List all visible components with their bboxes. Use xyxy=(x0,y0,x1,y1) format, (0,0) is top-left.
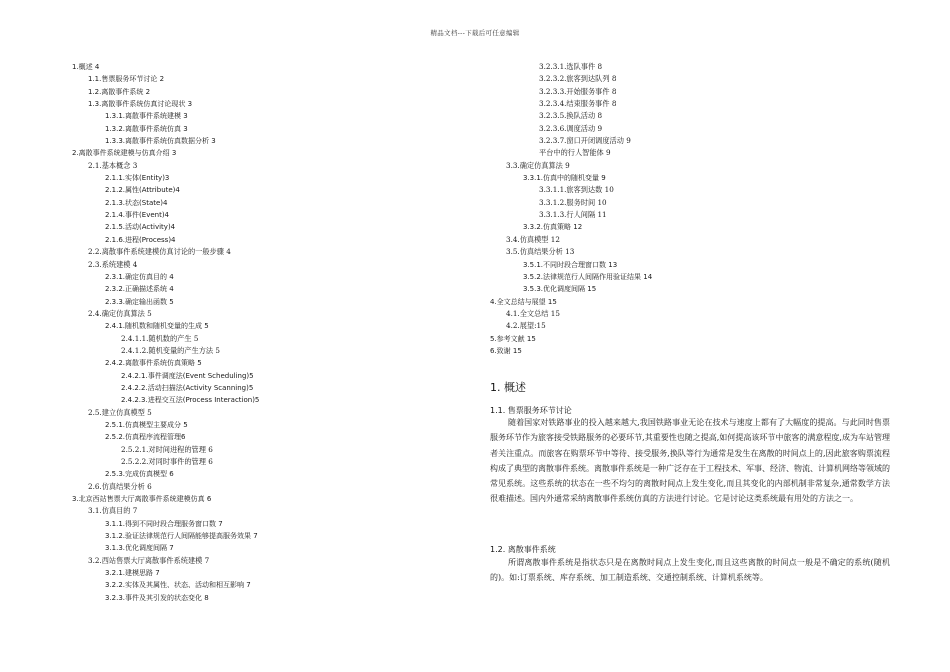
toc-entry[interactable]: 3.2.3.4.结束服务事件 8 xyxy=(539,99,617,109)
toc-entry[interactable]: 2.3.2.正确描述系统 4 xyxy=(105,285,174,294)
toc-entry[interactable]: 3.3.1.3.行人间隔 11 xyxy=(539,210,607,220)
toc-entry[interactable]: 2.1.4.事件(Event)4 xyxy=(105,211,170,220)
toc-entry[interactable]: 2.1.3.状态(State)4 xyxy=(105,198,168,207)
toc-entry[interactable]: 3.1.3.优化调度间隔 7 xyxy=(105,544,174,553)
toc-entry[interactable]: 3.1.2.验证法律规范行人间隔能够提高服务效果 7 xyxy=(105,532,258,541)
toc-entry[interactable]: 2.5.1.仿真模型主要成分 5 xyxy=(105,420,188,429)
toc-entry[interactable]: 2.4.2.2.活动扫描法(Activity Scanning)5 xyxy=(121,383,254,392)
toc-entry[interactable]: 3.3.1.2.服务时间 10 xyxy=(539,197,607,207)
toc-entry[interactable]: 2.1.5.活动(Activity)4 xyxy=(105,223,176,232)
toc-entry[interactable]: 3.5.2.法律规范行人间隔作用验证结果 14 xyxy=(523,272,653,281)
toc-entry[interactable]: 2.4.1.随机数和随机变量的生成 5 xyxy=(105,322,209,331)
toc-entry[interactable]: 2.3.3.确定输出函数 5 xyxy=(105,297,174,306)
toc-entry[interactable]: 1.1.售票服务环节讨论 2 xyxy=(88,75,165,84)
toc-entry[interactable]: 3.5.仿真结果分析 13 xyxy=(506,247,575,257)
toc-entry[interactable]: 3.2.2.实体及其属性、状态、活动和相互影响 7 xyxy=(105,581,251,590)
toc-entry[interactable]: 3.3.2.仿真策略 12 xyxy=(523,223,583,232)
toc-entry[interactable]: 3.4.仿真模型 12 xyxy=(506,234,560,244)
toc-entry[interactable]: 2.1.基本概念 3 xyxy=(88,160,138,170)
toc-entry[interactable]: 3.2.3.事件及其引发的状态变化 8 xyxy=(105,593,209,602)
toc-entry[interactable]: 2.2.离散事件系统建模仿真讨论的一般步骤 4 xyxy=(88,247,231,257)
toc-entry[interactable]: 3.2.3.6.调度活动 9 xyxy=(539,123,603,133)
toc-entry[interactable]: 3.5.3.优化调度间隔 15 xyxy=(523,285,597,294)
toc-entry[interactable]: 3.3.1.1.旅客到达数 10 xyxy=(539,185,614,195)
toc-entry[interactable]: 2.1.1.实体(Entity)3 xyxy=(105,174,170,183)
toc-entry[interactable]: 2.3.系统建模 4 xyxy=(88,259,138,269)
table-of-contents-right xyxy=(490,61,890,357)
toc-entry[interactable]: 1.3.离散事件系统仿真讨论现状 3 xyxy=(88,100,193,109)
toc-entry[interactable]: 3.2.3.2.旅客到达队列 8 xyxy=(539,74,617,84)
toc-entry[interactable]: 2.5.2.1.对时间进程的管理 6 xyxy=(121,444,213,454)
toc-entry[interactable]: 2.4.2.3.进程交互法(Process Interaction)5 xyxy=(121,396,260,405)
toc-entry[interactable]: 1.3.2.离散事件系统仿真 3 xyxy=(105,124,188,133)
toc-entry[interactable]: 2.4.2.1.事件调度法(Event Scheduling)5 xyxy=(121,371,254,380)
toc-entry[interactable]: 2.4.2.离散事件系统仿真策略 5 xyxy=(105,359,202,368)
toc-entry[interactable]: 4.全文总结与展望 15 xyxy=(490,297,557,306)
toc-entry[interactable]: 2.4.确定仿真算法 5 xyxy=(88,308,152,318)
toc-entry[interactable]: 2.5.建立仿真模型 5 xyxy=(88,407,152,417)
toc-entry[interactable]: 1.概述 4 xyxy=(72,63,100,71)
toc-entry[interactable]: 3.1.1.得到不同时段合理服务窗口数 7 xyxy=(105,519,223,528)
toc-entry[interactable]: 3.2.3.3.开始服务事件 8 xyxy=(539,86,617,96)
toc-entry[interactable]: 3.北京西站售票大厅离散事件系统建模仿真 6 xyxy=(72,495,212,504)
toc-entry[interactable]: 2.5.3.完成仿真模型 6 xyxy=(105,470,174,479)
toc-entry[interactable]: 4.1.全文总结 15 xyxy=(506,308,560,318)
toc-entry[interactable]: 2.4.1.2.随机变量的产生方法 5 xyxy=(121,345,220,355)
toc-entry[interactable]: 3.2.西站售票大厅离散事件系统建模 7 xyxy=(88,555,210,565)
toc-entry[interactable]: 3.2.3.1.选队事件 8 xyxy=(539,62,603,71)
toc-entry[interactable]: 3.2.1.建模思路 7 xyxy=(105,569,160,578)
toc-entry[interactable]: 3.3.确定仿真算法 9 xyxy=(506,160,570,170)
section-heading-overview: 1. 概述 xyxy=(490,381,526,394)
toc-entry[interactable]: 3.3.1.仿真中的随机变量 9 xyxy=(523,174,606,183)
toc-entry[interactable]: 5.参考文献 15 xyxy=(490,334,536,343)
toc-entry[interactable]: 2.4.1.1.随机数的产生 5 xyxy=(121,333,199,343)
toc-entry[interactable]: 1.3.3.离散事件系统仿真数据分析 3 xyxy=(105,137,216,146)
toc-entry[interactable]: 2.5.2.2.对同时事件的管理 6 xyxy=(121,457,213,466)
toc-entry[interactable]: 1.3.1.离散事件系统建模 3 xyxy=(105,112,188,121)
paragraph-ticket-service: 随着国家对铁路事业的投入越来越大,我国铁路事业无论在技术与速度上都有了大幅度的提高。与此同时售票服务环节作为旅客接受铁路服务的必要环节,其重要性也随之提高,如何提高该环节中旅客的满意程度,成为车站管理者关注重点。而旅客在购票环节中等待、接受服务,换队等行为通常是发生在离散的时间点上的,因此旅客购票流程构成了典型的离散事件系统。离散事件系统是一种广泛存在于工程技术、军事、经济、物流、计算机网络等领域的常见系统。这些系统的状态在一些不均匀的离散时间点上发生变化,而且其变化的内部机制非常复杂,通常数学方法很难描述。国内外通常采纳离散事件系统仿真的方法进行讨论。它是讨论这类系统最有用处的方法之一。 xyxy=(490,418,890,504)
table-of-contents-left xyxy=(72,61,472,604)
toc-entry[interactable]: 2.3.1.确定仿真目的 4 xyxy=(105,272,174,281)
toc-entry[interactable]: 3.1.仿真目的 7 xyxy=(88,506,138,516)
toc-entry[interactable]: 1.2.离散事件系统 2 xyxy=(88,87,151,96)
toc-entry[interactable]: 3.5.1.不同时段合理窗口数 13 xyxy=(523,260,618,269)
toc-entry[interactable]: 平台中的行人智能体 9 xyxy=(539,148,611,158)
toc-entry[interactable]: 2.1.2.属性(Attribute)4 xyxy=(105,186,180,195)
toc-entry[interactable]: 6.致谢 15 xyxy=(490,346,522,355)
toc-entry[interactable]: 3.2.3.5.换队活动 8 xyxy=(539,111,603,121)
toc-entry[interactable]: 2.离散事件系统建模与仿真介绍 3 xyxy=(72,149,177,158)
subsection-heading-ticket-service: 1.1. 售票服务环节讨论 xyxy=(490,406,572,415)
paragraph-discrete-event-system: 所谓离散事件系统是指状态只是在离散时间点上发生变化,而且这些离散的时间点一般是不确定的系统(随机的)。如:订票系统、库存系统、加工制造系统、交通控制系统、计算机系统等。 xyxy=(490,558,890,583)
page-header: 精品文档---下载后可任意编辑 xyxy=(430,29,520,37)
toc-entry[interactable]: 2.5.2.仿真程序流程管理6 xyxy=(105,433,186,442)
toc-entry[interactable]: 2.6.仿真结果分析 6 xyxy=(88,481,152,491)
toc-entry[interactable]: 2.1.6.进程(Process)4 xyxy=(105,235,176,244)
toc-entry[interactable]: 4.2.展望:15 xyxy=(506,321,546,331)
subsection-heading-discrete-event-system: 1.2. 离散事件系统 xyxy=(490,545,556,554)
toc-entry[interactable]: 3.2.3.7.窗口开闭调度活动 9 xyxy=(539,136,631,146)
